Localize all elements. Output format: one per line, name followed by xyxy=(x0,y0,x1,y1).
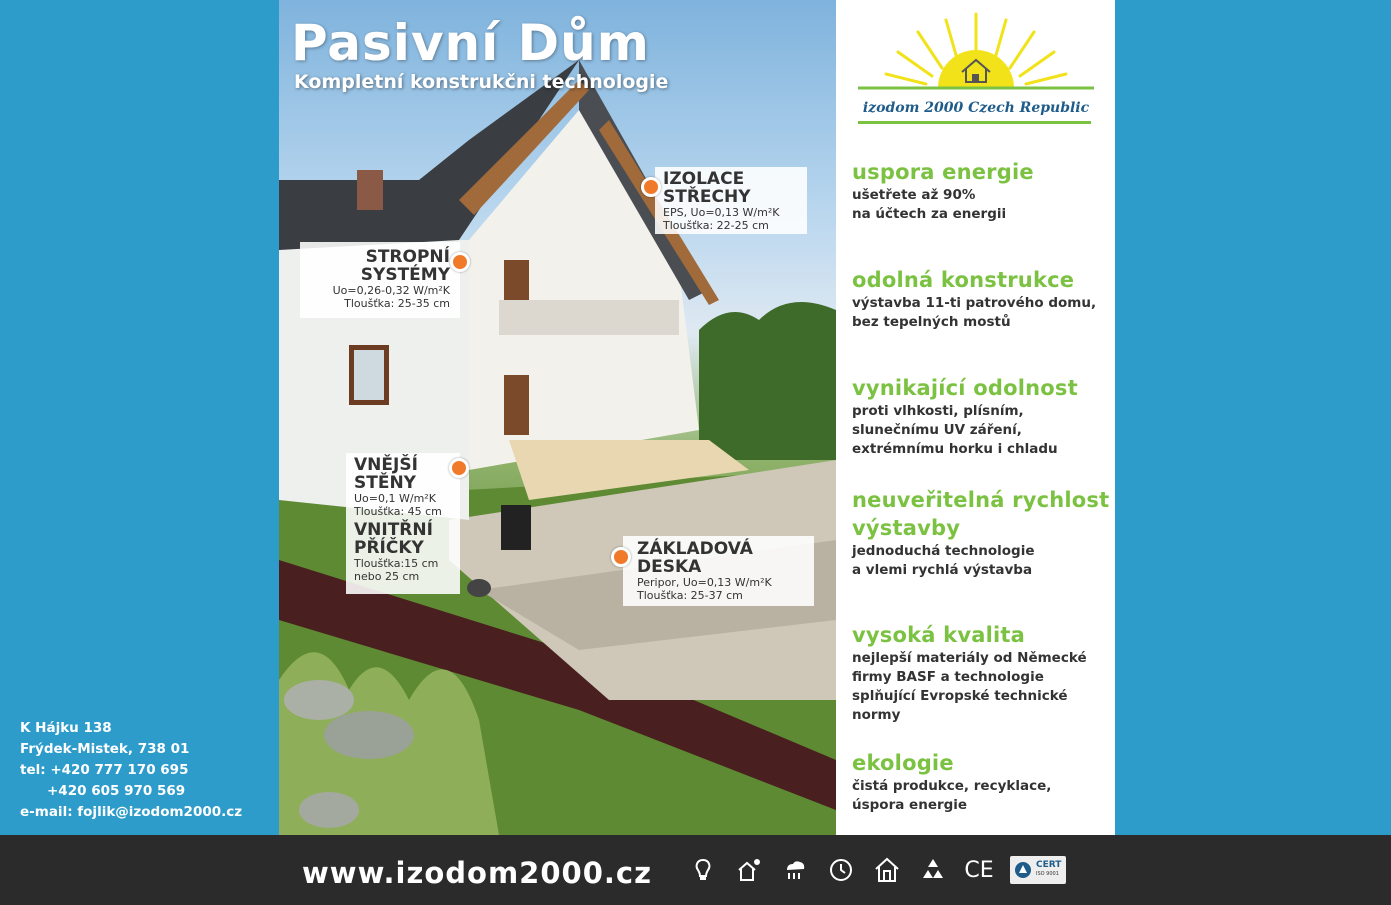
callout-roof-spec-1: EPS, Uo=0,13 W/m²K xyxy=(663,206,780,219)
feature-line: na účtech za energii xyxy=(852,206,1007,222)
feature-line: splňující Evropské technické normy xyxy=(852,688,1068,723)
feature-line: bez tepelných mostů xyxy=(852,314,1011,330)
left-panel xyxy=(0,0,279,835)
callout-ceiling-head-2: SYSTÉMY xyxy=(360,265,450,285)
feature-title: vysoká kvalita xyxy=(852,623,1025,647)
cert-text: CERT xyxy=(1036,860,1062,870)
features-panel xyxy=(836,0,1115,835)
callout-walls-head-1: VNĚJŠÍ xyxy=(354,455,418,475)
feature-line: úspora energie xyxy=(852,797,968,813)
ce-mark-icon xyxy=(964,855,994,885)
callout-roof-marker xyxy=(641,177,661,197)
cert-subtext: ISO 9001 xyxy=(1036,871,1059,877)
callout-base-slab xyxy=(623,536,814,606)
house-sun-icon xyxy=(734,855,764,885)
cert-badge-icon xyxy=(1010,856,1066,884)
feature-line: ušetřete až 90% xyxy=(852,187,976,203)
logo-underline xyxy=(858,121,1091,124)
website-link[interactable]: www.izodom2000.cz xyxy=(302,856,652,890)
phone-1: tel: +420 777 170 695 xyxy=(20,762,189,778)
callout-walls-spec-2: Tloušťka: 45 cm xyxy=(354,505,442,518)
feature-line: a vlemi rychlá výstavba xyxy=(852,562,1033,578)
feature-energy-saving xyxy=(852,158,1114,224)
callout-ceiling-systems xyxy=(300,242,460,318)
callout-walls xyxy=(346,453,460,594)
contact-info xyxy=(20,718,242,823)
feature-fast-construction xyxy=(852,486,1114,580)
feature-line: slunečnímu UV záření, xyxy=(852,422,1022,438)
callout-walls-head-4: PŘÍČKY xyxy=(354,538,424,558)
ce-text: CE xyxy=(964,857,994,883)
callout-walls-spec-1: Uo=0,1 W/m²K xyxy=(354,492,436,505)
feature-line: čistá produkce, recyklace, xyxy=(852,778,1052,794)
email: e-mail: fojlik@izodom2000.cz xyxy=(20,804,243,820)
callout-roof-insulation xyxy=(655,167,807,234)
callout-walls-spec-4: nebo 25 cm xyxy=(354,570,420,583)
feature-resistance xyxy=(852,374,1114,459)
feature-line: nejlepší materiály od Německé xyxy=(852,650,1087,666)
leaf-bulb-icon xyxy=(688,855,718,885)
callout-ceiling-spec-2: Tloušťka: 25-35 cm xyxy=(344,297,450,310)
callout-base-spec-2: Tloušťka: 25-37 cm xyxy=(637,589,743,602)
callout-base-spec-1: Peripor, Uo=0,13 W/m²K xyxy=(637,576,772,589)
recycle-icon xyxy=(918,855,948,885)
feature-title: ekologie xyxy=(852,751,954,775)
feature-title: výstavby xyxy=(852,516,961,540)
house-icon xyxy=(872,855,902,885)
callout-base-head-2: DESKA xyxy=(637,557,702,577)
house-cutaway-image xyxy=(279,0,836,835)
footer-bar xyxy=(0,835,1391,905)
feature-line: jednoduchá technologie xyxy=(852,543,1035,559)
callout-walls-marker xyxy=(449,458,469,478)
address-line-1: K Hájku 138 xyxy=(20,720,112,736)
feature-line: firmy BASF a technologie xyxy=(852,669,1044,685)
phone-2: +420 605 970 569 xyxy=(47,783,186,799)
logo-text: izodom 2000 Czech Republic xyxy=(862,100,1090,116)
callout-walls-head-3: VNITŘNÍ xyxy=(354,520,433,540)
callout-ceiling-spec-1: Uo=0,26-0,32 W/m²K xyxy=(332,284,450,297)
callout-roof-head-2: STŘECHY xyxy=(663,187,751,207)
page-subtitle: Kompletní konstrukčni technologie xyxy=(294,71,669,93)
feature-title: vynikající odolnost xyxy=(852,376,1078,400)
callout-roof-head-1: IZOLACE xyxy=(663,169,745,189)
feature-ecology xyxy=(852,749,1114,815)
clock-icon xyxy=(826,855,856,885)
feature-durable-construction xyxy=(852,266,1114,332)
callout-base-head-1: ZÁKLADOVÁ xyxy=(637,539,753,559)
feature-title: neuveřitelná rychlost xyxy=(852,488,1110,512)
page-title: Pasivní Dům xyxy=(291,14,650,72)
house-illustration xyxy=(279,0,836,835)
feature-line: extrémnímu horku i chladu xyxy=(852,441,1058,457)
callout-base-marker xyxy=(611,547,631,567)
feature-title: uspora energie xyxy=(852,160,1034,184)
cloud-rain-icon xyxy=(780,855,810,885)
feature-high-quality xyxy=(852,621,1114,725)
callout-ceiling-marker xyxy=(450,252,470,272)
address-line-2: Frýdek-Mistek, 738 01 xyxy=(20,741,190,757)
feature-line: výstavba 11-ti patrového domu, xyxy=(852,295,1097,311)
feature-line: proti vlhkosti, plísním, xyxy=(852,403,1024,419)
callout-walls-head-2: STĚNY xyxy=(354,473,416,493)
callout-ceiling-head-1: STROPNÍ xyxy=(365,247,450,267)
feature-title: odolná konstrukce xyxy=(852,268,1075,292)
callout-walls-spec-3: Tloušťka:15 cm xyxy=(354,557,439,570)
callout-roof-spec-2: Tloušťka: 22-25 cm xyxy=(663,219,769,232)
certification-icons xyxy=(688,855,1066,885)
